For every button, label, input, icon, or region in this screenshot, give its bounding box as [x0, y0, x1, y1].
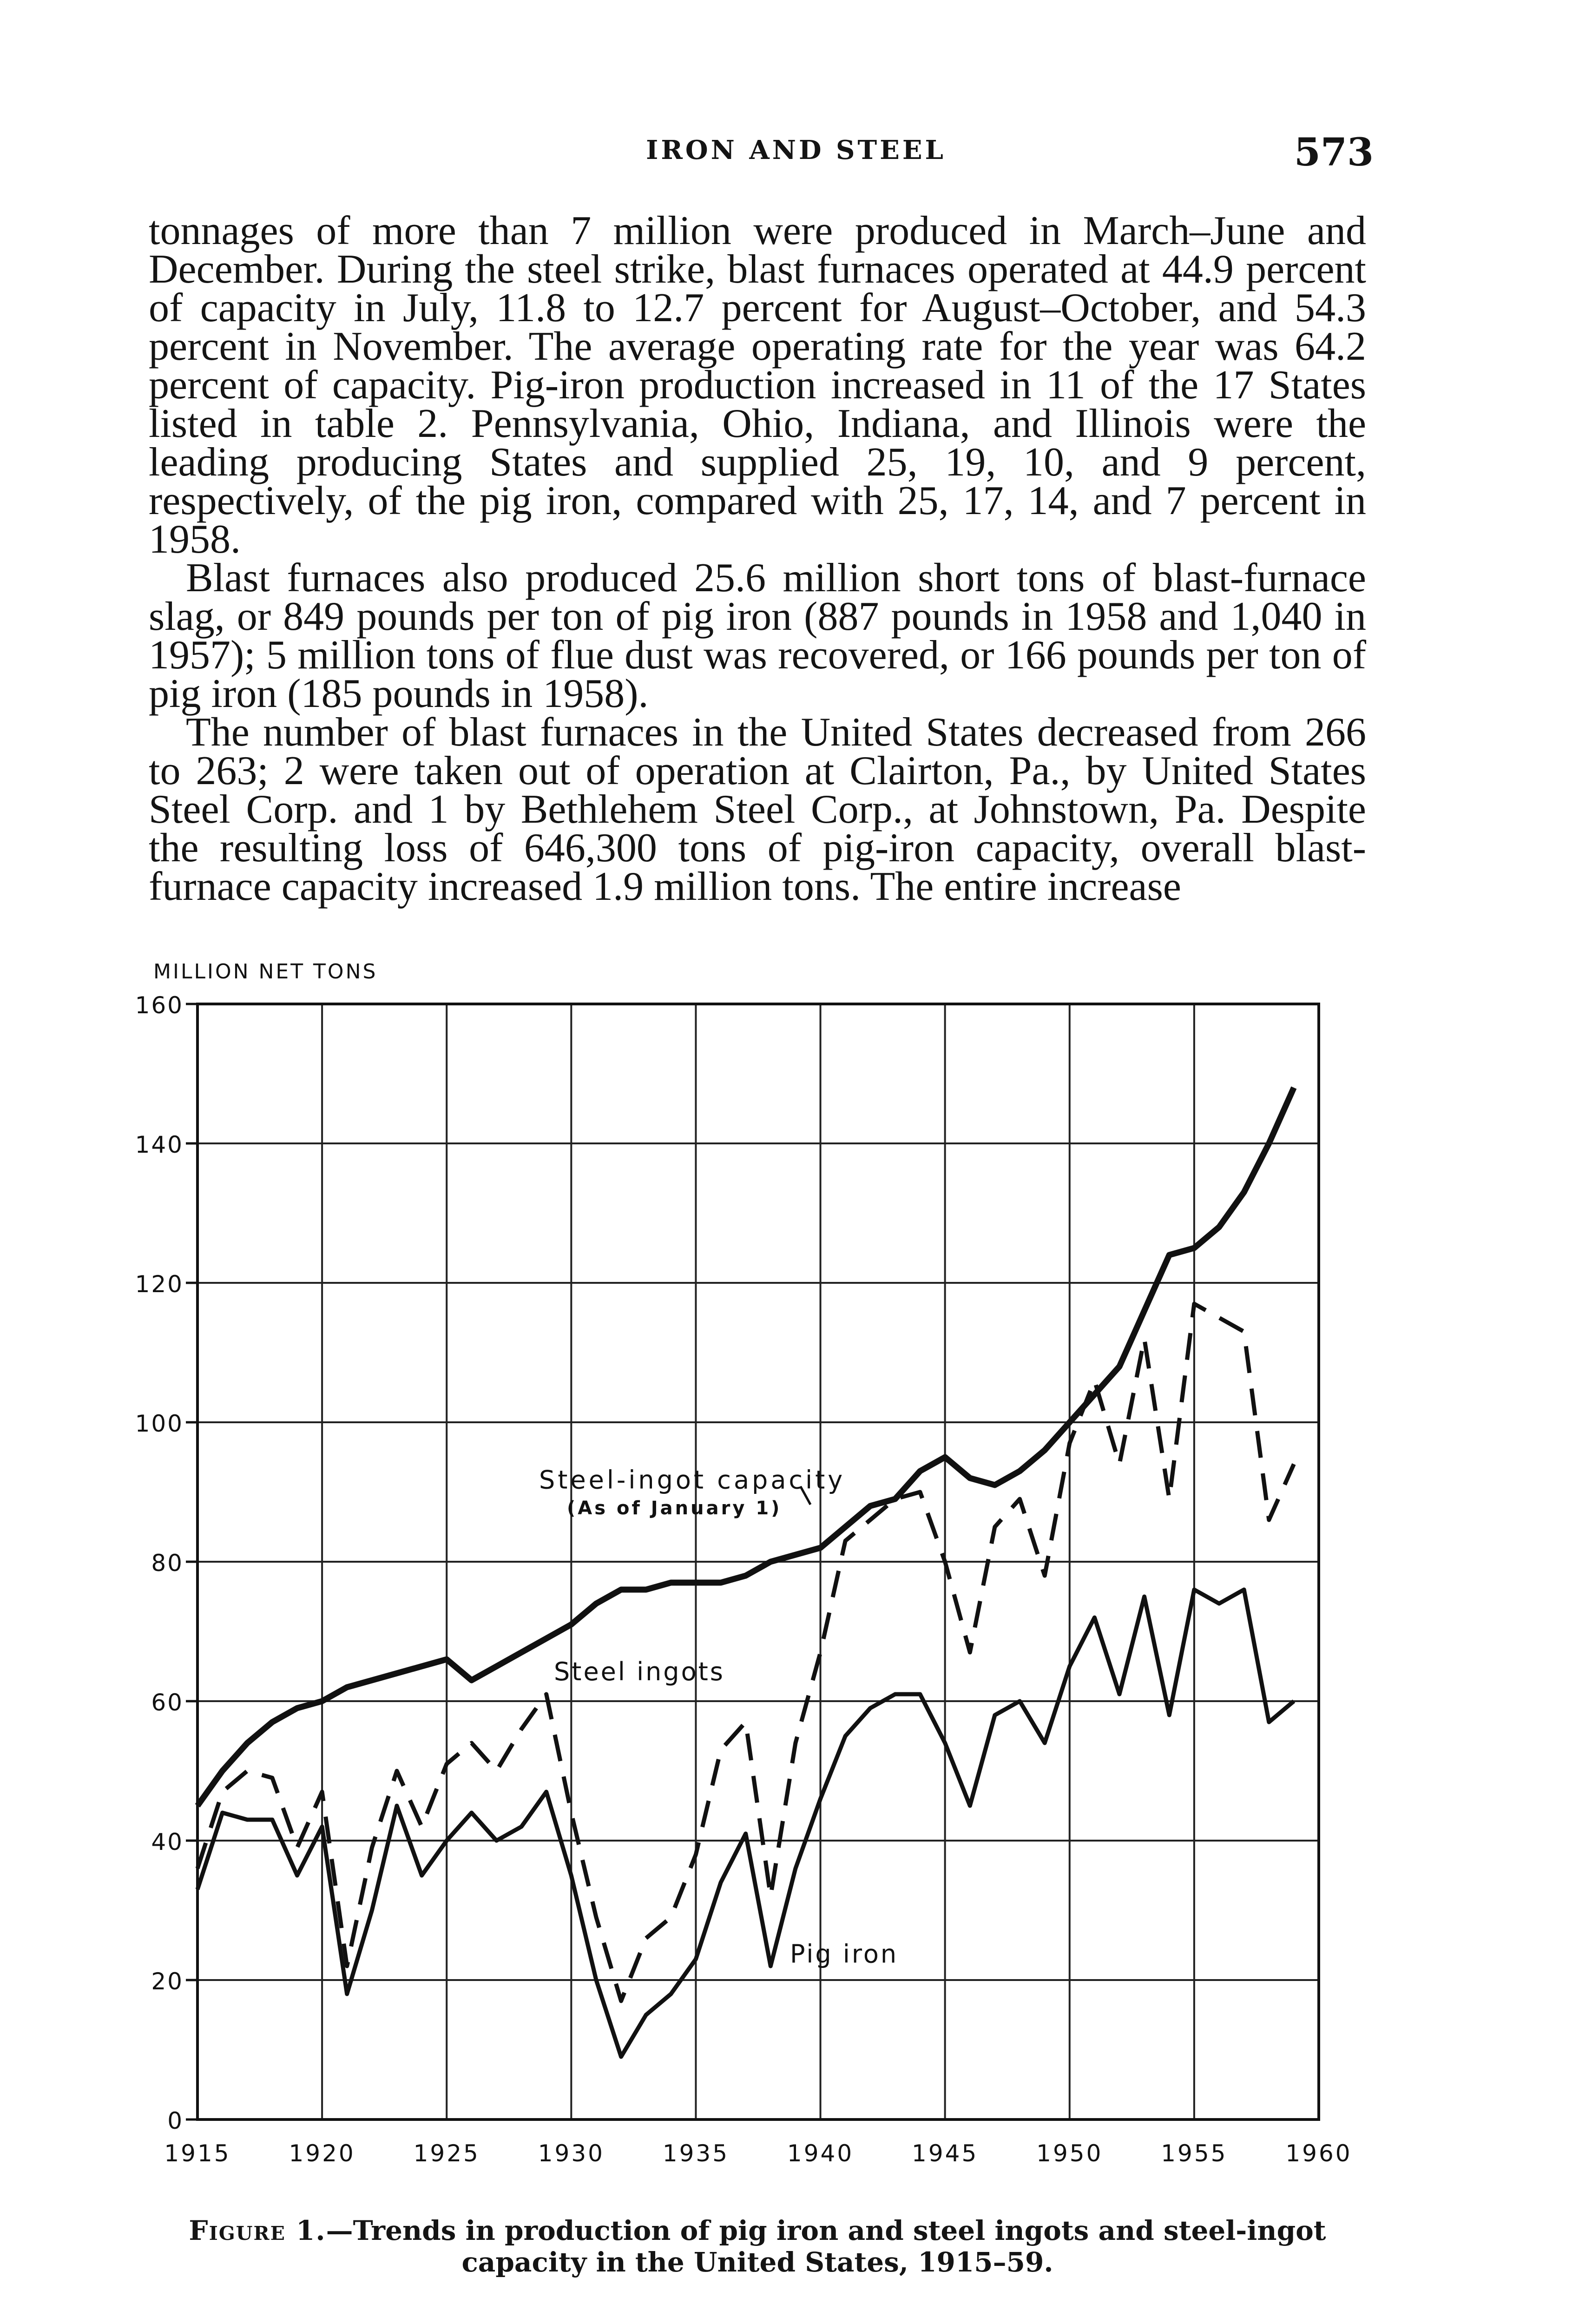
y-tick-label: 160: [135, 992, 184, 1019]
y-tick-label: 80: [151, 1550, 184, 1577]
x-tick-label: 1945: [912, 2140, 979, 2167]
figure-caption-label: Figure 1.: [189, 2215, 326, 2246]
running-head: IRON AND STEEL: [646, 135, 946, 165]
series-lines: [197, 1088, 1294, 2057]
paragraph-1: tonnages of more than 7 million were produced in March–June and December. During the steel strike, blast furnaces operated at 44.9 percent of capacity in July, 11.8 to 12.7 percent for August–October, and 54.3 percent in November. The average operating rate for the year was 64.2 percent of capacity. Pig-iron production increased in 11 of the 17 States listed in table 2. Pennsylvania, Ohio, Indiana, and Illinois were the leading producing States and supplied 25, 19, 10, and 9 percent, respectively, of the pig iron, compared with 25, 17, 14, and 7 percent in 1958.: [149, 208, 1366, 562]
figure-caption: [139, 2215, 1375, 2278]
axes: [135, 960, 1352, 2167]
y-tick-label: 20: [151, 1968, 184, 1995]
y-tick-label: 140: [135, 1131, 184, 1158]
x-tick-label: 1950: [1036, 2140, 1103, 2167]
x-tick-label: 1925: [413, 2140, 480, 2167]
label-capacity-sublabel: (As of January 1): [567, 1498, 782, 1519]
series-line-pig-iron: [197, 1590, 1294, 2057]
line-chart: [0, 957, 1592, 2212]
figure-chart: [0, 957, 1592, 2212]
x-tick-label: 1935: [662, 2140, 730, 2167]
label-steel-ingots: Steel ingots: [554, 1657, 725, 1686]
x-tick-label: 1920: [289, 2140, 355, 2167]
y-tick-label: 0: [167, 2107, 184, 2134]
body-text: [149, 208, 1366, 909]
x-tick-label: 1940: [787, 2140, 854, 2167]
x-tick-label: 1915: [164, 2140, 231, 2167]
y-tick-label: 100: [135, 1410, 184, 1437]
y-axis-title: MILLION NET TONS: [153, 960, 378, 984]
series-line-steel-ingot-capacity: [197, 1088, 1294, 1806]
page-number: 573: [1294, 130, 1374, 175]
paragraph-2: Blast furnaces also produced 25.6 million short tons of blast-furnace slag, or 849 pounds per ton of pig iron (887 pounds in 1958 and 1,040 in 1957); 5 million tons of flue dust was recovered, or 166 pounds per ton of pig iron (185 pounds in 1958).: [149, 555, 1366, 716]
grid: [197, 1004, 1319, 2119]
figure-caption-text: —Trends in production of pig iron and steel ingots and steel-ingot capacity in the United States, 1915–59.: [326, 2215, 1326, 2278]
x-tick-label: 1955: [1161, 2140, 1228, 2167]
label-pig-iron: Pig iron: [790, 1939, 899, 1969]
x-tick-label: 1960: [1285, 2140, 1352, 2167]
label-steel-ingot-capacity: Steel-ingot capacity: [539, 1465, 846, 1495]
y-tick-label: 40: [151, 1829, 184, 1855]
y-tick-label: 60: [151, 1689, 184, 1716]
paragraph-3: The number of blast furnaces in the United States decreased from 266 to 263; 2 were taken out of operation at Clairton, Pa., by United States Steel Corp. and 1 by Bethlehem Steel Corp., at Johnstown, Pa. Despite the resulting loss of 646,300 tons of pig-iron capacity, overall blast-furnace capacity increased 1.9 million tons. The entire increase: [149, 710, 1366, 909]
y-tick-label: 120: [135, 1271, 184, 1298]
x-tick-label: 1930: [538, 2140, 605, 2167]
